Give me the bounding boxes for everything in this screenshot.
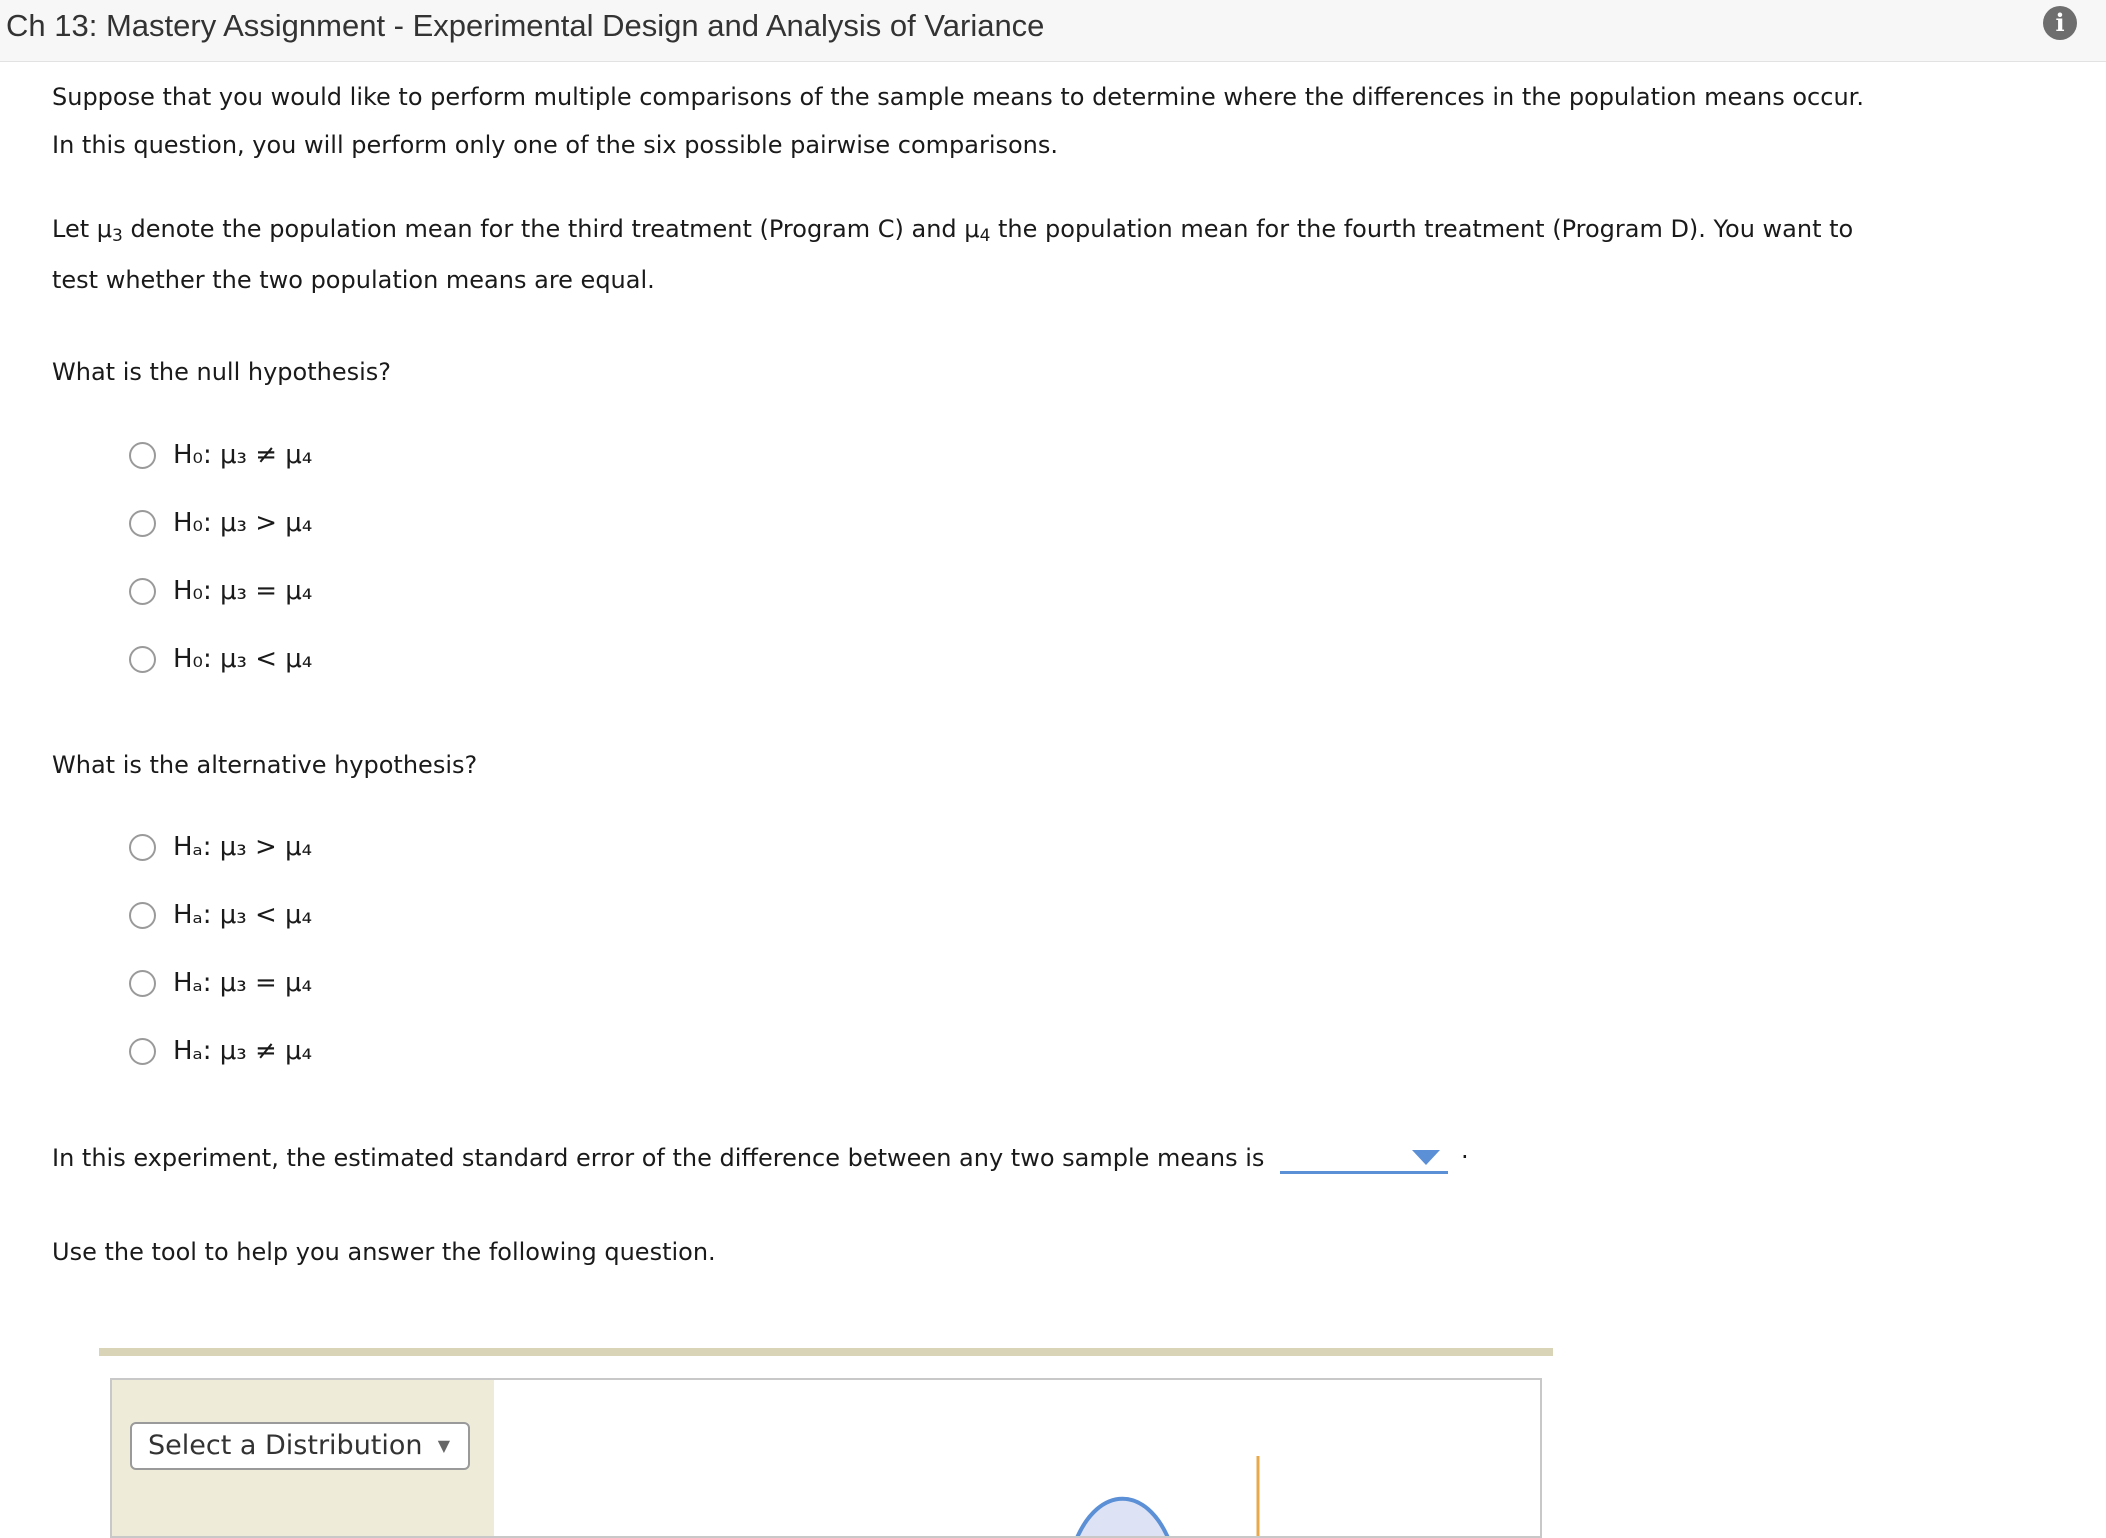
- assignment-header: [0, 0, 2106, 62]
- sentence-period: .: [1461, 1136, 1469, 1164]
- alt-option-2[interactable]: [129, 897, 312, 933]
- intro-paragraph: [52, 73, 1864, 169]
- definition-line-1: [52, 205, 1853, 256]
- standard-error-text: In this experiment, the estimated standard error of the difference between any two sample means is: [52, 1144, 1265, 1172]
- distribution-select-label: Select a Distribution: [148, 1430, 423, 1461]
- radio-button[interactable]: [129, 646, 156, 673]
- option-label: Hₐ: μ₃ > μ₄: [173, 832, 313, 862]
- radio-button[interactable]: [129, 1038, 156, 1065]
- info-icon[interactable]: i: [2043, 6, 2077, 40]
- null-option-3[interactable]: [129, 573, 312, 609]
- select-arrow-icon: ▼: [437, 1436, 450, 1455]
- definition-rest: the population mean for the fourth treatment (Program D). You want to: [990, 215, 1854, 243]
- intro-line-2: In this question, you will perform only one of the six possible pairwise comparisons.: [52, 131, 1059, 159]
- tool-top-bar: [99, 1348, 1553, 1356]
- option-label: Hₐ: μ₃ ≠ μ₄: [173, 1036, 313, 1066]
- definition-line-2: test whether the two population means are equal.: [52, 266, 655, 294]
- alternative-hypothesis-prompt: What is the alternative hypothesis?: [52, 751, 478, 779]
- alt-option-1[interactable]: [129, 829, 312, 865]
- radio-button[interactable]: [129, 902, 156, 929]
- definition-mid: denote the population mean for the third treatment (Program C) and μ: [122, 215, 980, 243]
- option-label: Hₐ: μ₃ = μ₄: [173, 968, 313, 998]
- subscript-3: 3: [112, 226, 123, 246]
- radio-button[interactable]: [129, 578, 156, 605]
- option-label: H₀: μ₃ > μ₄: [173, 508, 313, 538]
- alt-option-4[interactable]: [129, 1033, 312, 1069]
- radio-button[interactable]: [129, 442, 156, 469]
- subscript-4: 4: [979, 226, 991, 246]
- tool-instruction: Use the tool to help you answer the following question.: [52, 1238, 716, 1266]
- null-hypothesis-prompt: What is the null hypothesis?: [52, 358, 392, 386]
- radio-button[interactable]: [129, 510, 156, 537]
- dropdown-arrow-icon: [1412, 1150, 1440, 1165]
- distribution-select[interactable]: [130, 1422, 470, 1470]
- definition-paragraph: [52, 205, 1853, 304]
- alt-option-3[interactable]: [129, 965, 312, 1001]
- option-label: H₀: μ₃ = μ₄: [173, 576, 313, 606]
- option-label: Hₐ: μ₃ < μ₄: [173, 900, 313, 930]
- tool-control-panel: [112, 1380, 494, 1538]
- distribution-plot[interactable]: [494, 1380, 1542, 1538]
- option-label: H₀: μ₃ ≠ μ₄: [173, 440, 313, 470]
- null-option-2[interactable]: [129, 505, 312, 541]
- null-option-1[interactable]: [129, 437, 312, 473]
- null-option-4[interactable]: [129, 641, 312, 677]
- radio-button[interactable]: [129, 834, 156, 861]
- page-title: Ch 13: Mastery Assignment - Experimental Design and Analysis of Variance: [6, 8, 1045, 43]
- distribution-curve: [1076, 1499, 1169, 1538]
- intro-line-1: Suppose that you would like to perform multiple comparisons of the sample means to determine where the differences in the population means occur.: [52, 83, 1864, 111]
- definition-let: Let μ: [52, 215, 113, 243]
- distribution-tool: [110, 1378, 1542, 1538]
- standard-error-dropdown[interactable]: [1280, 1140, 1448, 1174]
- option-label: H₀: μ₃ < μ₄: [173, 644, 313, 674]
- radio-button[interactable]: [129, 970, 156, 997]
